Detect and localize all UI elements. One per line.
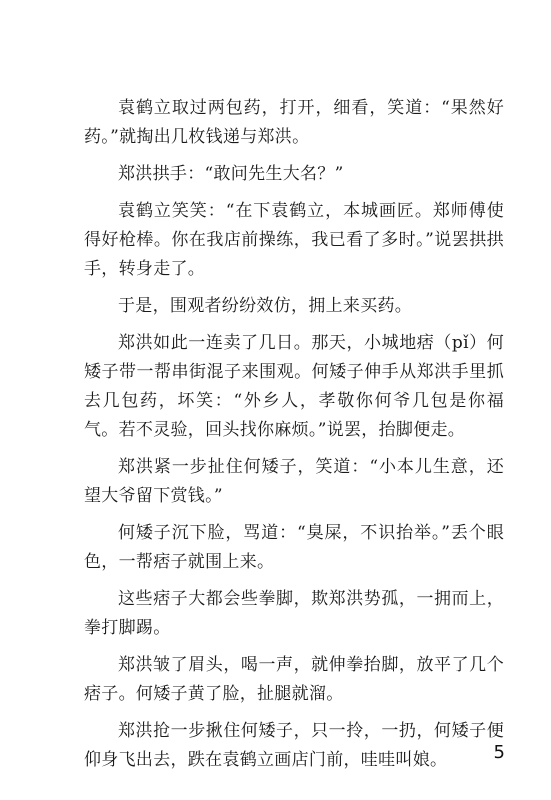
- page-number: 5: [493, 742, 505, 763]
- paragraph: 郑洪皱了眉头，喝一声，就伸拳抬脚，放平了几个痞子。何矮子黄了脸，扯腿就溜。: [84, 655, 504, 704]
- paragraph: 这些痞子大都会些拳脚，欺郑洪势孤，一拥而上，拳打脚踢。: [84, 589, 504, 638]
- paragraph: 郑洪紧一步扯住何矮子，笑道：“小本儿生意，还望大爷留下赏钱。”: [84, 457, 504, 506]
- paragraph: 郑洪如此一连卖了几日。那天，小城地痞（pǐ）何矮子带一帮串街混子来围观。何矮子伸手从郑洪手里抓去几包药，坏笑：“外乡人，孝敬你何爷几包是你福气。若不灵验，回头找你麻烦。”说罢，抬脚便走。: [84, 333, 504, 440]
- paragraph: 何矮子沉下脸，骂道：“臭屎，不识抬举。”丢个眼色，一帮痞子就围上来。: [84, 523, 504, 572]
- paragraph: 郑洪抢一步揪住何矮子，只一拎，一扔，何矮子便仰身飞出去，跌在袁鹤立画店门前，哇哇叫娘。: [84, 721, 504, 770]
- paragraph: 于是，围观者纷纷效仿，拥上来买药。: [118, 296, 413, 316]
- paragraph: 袁鹤立笑笑：“在下袁鹤立，本城画匠。郑师傅使得好枪棒。你在我店前操练，我已看了多时。”说罢拱拱手，转身走了。: [84, 201, 504, 279]
- paragraph: 郑洪拱手：“敢问先生大名？”: [118, 164, 344, 184]
- paragraph: 袁鹤立取过两包药，打开，细看，笑道：“果然好药。”就掏出几枚钱递与郑洪。: [84, 98, 504, 147]
- body-text: [84, 94, 504, 783]
